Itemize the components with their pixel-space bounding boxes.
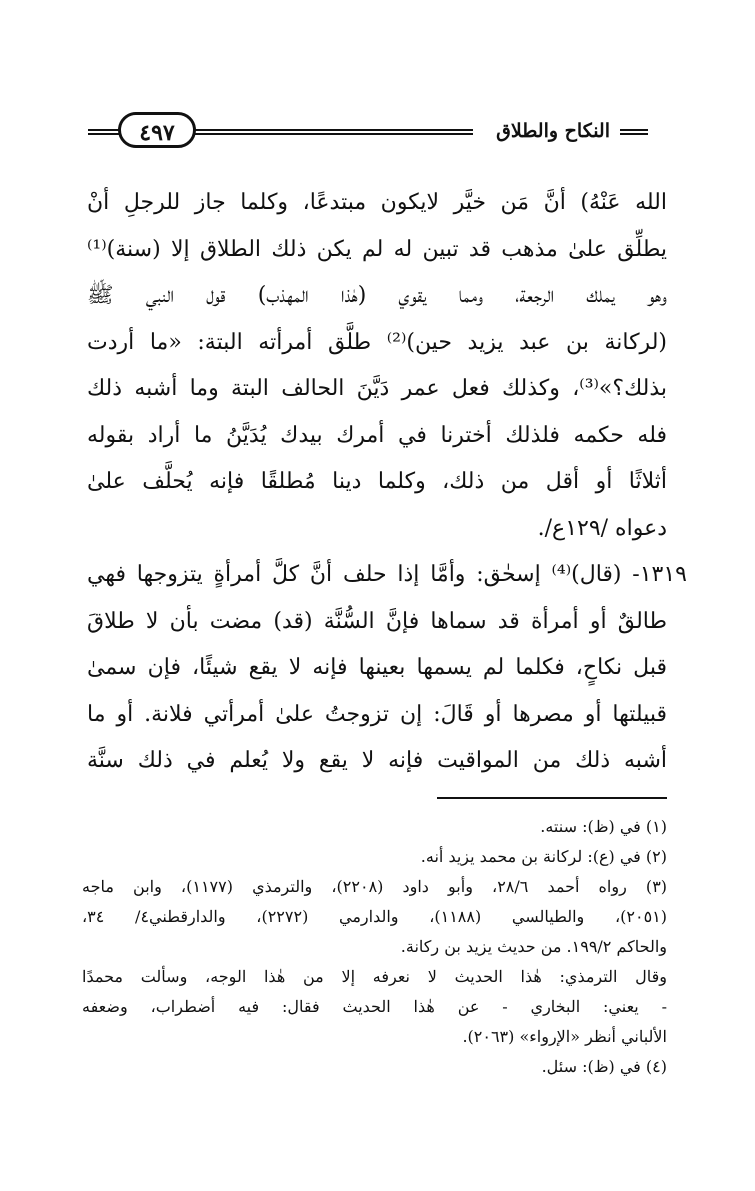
text-line: أشبه ذلك من المواقيت فإنه لا يقع ولا يُعلم في ذلك سنَّة <box>87 748 667 773</box>
footnote-line: (٤) في (ظ): سئل. <box>541 1057 667 1076</box>
footnotes <box>82 812 667 1082</box>
text-line-numbered: ١٣١٩- (قال)⁽⁴⁾ إسحٰق: وأمَّا إذا حلف أنَّ كلَّ أمرأةٍ يتزوجها فهي <box>87 562 687 587</box>
footnote-line: (٢٠٥١)، والطيالسي (١١٨٨)، والدارمي (٢٢٧٢)، والدارقطني٤/ ٣٤، <box>82 907 667 926</box>
text-line: الله عَنْهُ) أنَّ مَن خيَّر لايكون مبتدعًا، وكلما جاز للرجلِ أنْ <box>87 190 667 215</box>
main-text <box>87 180 687 785</box>
footnote-line: (٢) في (ع): لركانة بن محمد يزيد أنه. <box>420 847 667 866</box>
header-title: النكاح والطلاق <box>496 120 610 142</box>
text-line: أثلاثًا أو أقل من ذلك، وكلما دينا مُطلقًا فإنه يُحلَّف علىٰ <box>87 469 667 494</box>
page-number-badge: ٤٩٧ <box>118 112 196 148</box>
footnote-line: وقال الترمذي: هٰذا الحديث لا نعرفه إلا من هٰذا الوجه، وسألت محمدًا <box>82 967 667 986</box>
footnote-separator <box>437 797 667 799</box>
footnote-line: (١) في (ظ): سنته. <box>540 817 667 836</box>
text-line: (لركانة بن عبد يزيد حين)⁽²⁾ طلَّق أمرأته البتة: «ما أردت <box>87 329 667 355</box>
header-rule-right <box>620 129 648 135</box>
text-line: يطلِّق علىٰ مذهب قد تبين له لم يكن ذلك الطلاق إلا (سنة)⁽¹⁾ <box>87 236 667 262</box>
text-line: دعواه /١٢٩ع/. <box>537 515 667 541</box>
header-rule-left <box>88 129 110 135</box>
page-header <box>88 112 648 152</box>
text-line: بذلك؟»⁽³⁾، وكذلك فعل عمر دَيَّنَ الحالف البتة وما أشبه ذلك <box>87 376 667 401</box>
text-line: فله حكمه فلذلك أخترنا في أمرك بيدك يُدَيَّنُ ما أراد بقوله <box>87 422 667 448</box>
text-line: طالقٌ أو أمرأة قد سماها فإنَّ السُّنَّة (قد) مضت بأن لا طلاقَ <box>87 608 667 634</box>
footnote-line: الألباني أنظر «الإرواء» (٢٠٦٣). <box>462 1027 667 1046</box>
footnote-line: (٣) رواه أحمد ٢٨/٦، وأبو داود (٢٢٠٨)، والترمذي (١١٧٧)، وابن ماجه <box>82 877 667 896</box>
footnote-line: - يعني: البخاري - عن هٰذا الحديث فقال: فيه أضطراب، وضعفه <box>82 997 667 1016</box>
text-line: وهو يملك الرجعة، ومما يقوي (هٰذا المهذب) قول النبي ﷺ <box>87 283 667 308</box>
text-line: قبيلتها أو مصرها أو قَالَ: إن تزوجتُ علىٰ أمرأتي فلانة. أو ما <box>87 701 667 727</box>
text-line: قبل نكاحٍ، فكلما لم يسمها بعينها فإنه لا يقع شيئًا، فإن سمىٰ <box>87 655 667 680</box>
footnote-line: والحاكم ١٩٩/٢. من حديث يزيد بن ركانة. <box>400 937 667 956</box>
